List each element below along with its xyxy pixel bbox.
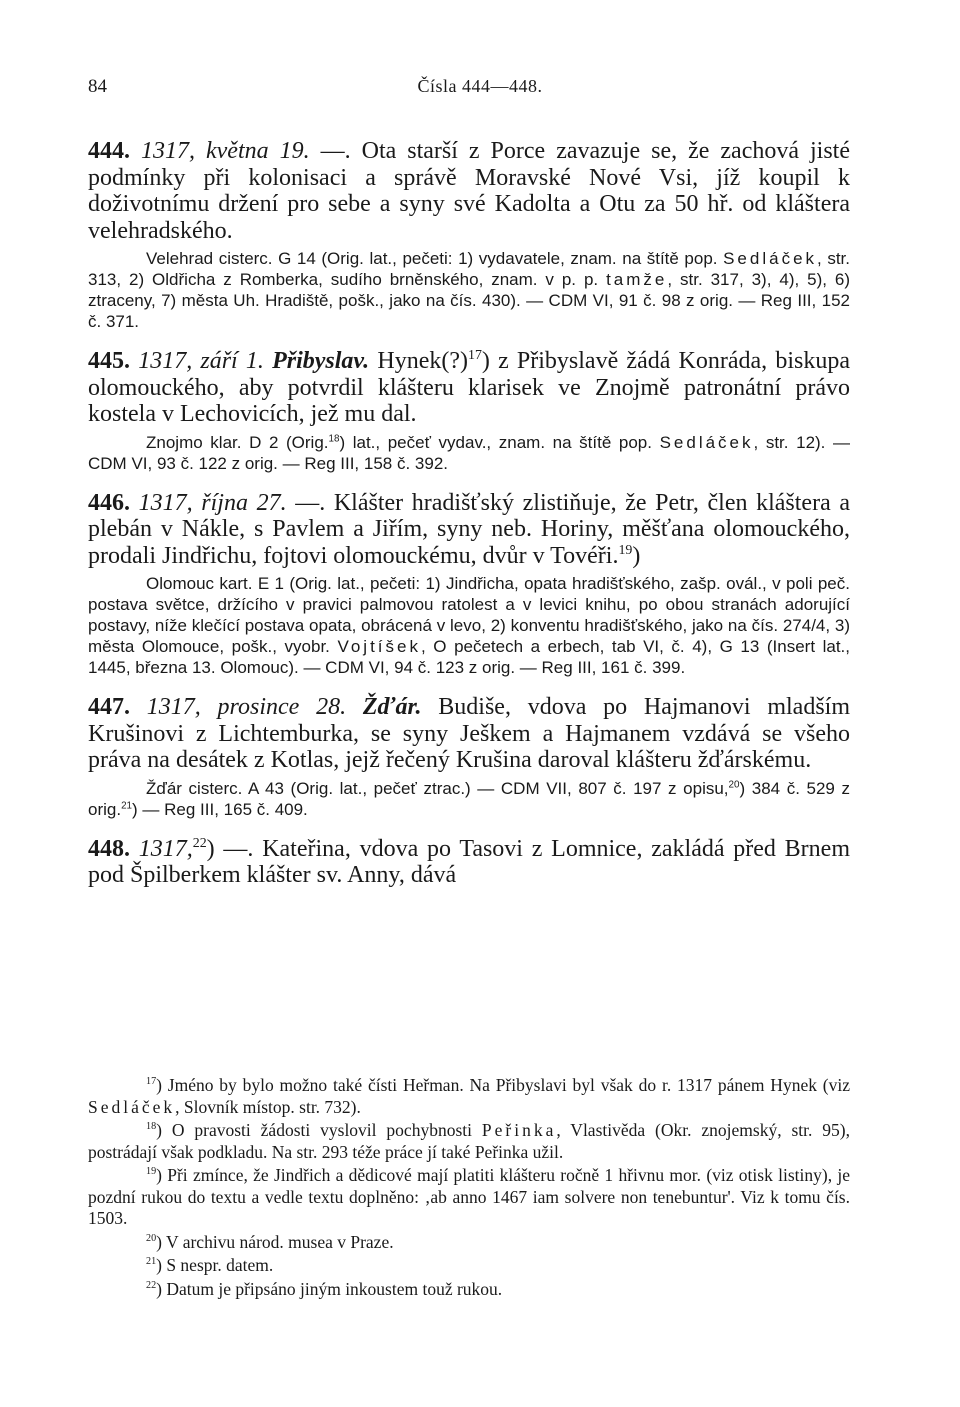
- footnote-ref: 22: [192, 835, 207, 851]
- footnote-text: ) Datum je připsáno jiným inkoustem touž rukou.: [156, 1278, 503, 1299]
- footnote-21: [88, 1255, 850, 1277]
- entry-place: Žďár.: [362, 694, 422, 720]
- entry-date: 1317, prosince 28.: [146, 694, 347, 720]
- entry-text: ) z Přibyslavě žádá Konráda, biskupa olomouckého, aby potvrdil klášteru klarisek ve Znojmě patronátní právo kostela v Lechovicích, jež mu dal.: [88, 348, 851, 427]
- footnote-number: 22: [146, 1279, 157, 1291]
- source-text: , O pečetech a erbech, tab VI, č. 4), G 13 (Insert lat., 1445, března 13. Olomouc). — CDM VI, 94 č. 123 z orig. — Reg III, 161 č. 399.: [88, 637, 850, 677]
- entry-446: [88, 490, 850, 570]
- entry-number: 444.: [88, 138, 130, 164]
- entry-source: [88, 778, 850, 820]
- footnote-number: 18: [146, 1121, 157, 1133]
- footnote-17: [88, 1075, 850, 1118]
- footnote-number: 19: [146, 1166, 157, 1178]
- footnote-text: ) O pravosti žádosti vyslovil pochybnosti: [156, 1120, 482, 1140]
- source-text: ) lat., pečeť vydav., znam. na štítě pop.: [339, 432, 660, 452]
- footnote-text: ) Jméno by bylo možno také čísti Heřman. Na Přibyslavi byl však do r. 1317 pánem Hynek (viz: [156, 1075, 850, 1095]
- entry-text: —. Klášter hradišťský zlistiňuje, že Petr, člen kláštera a plebán v Nákle, s Pavlem a Jiřím, syny neb. Horiny, měšťana olomouckého, prodali Jindřichu, fojtovi olomouckému, dvůr v Tovéři.: [88, 489, 851, 569]
- footnote-18: [88, 1120, 850, 1163]
- entry-date: 1317, září 1.: [138, 348, 264, 374]
- footnote-ref: 18: [328, 432, 340, 444]
- footnote-ref: 19: [618, 542, 633, 558]
- entry-text: Budiše, vdova po Hajmanovi mladším Krušinovi z Lichtemburka, se syny Ješkem a Hajmanem vzdává se všeho práva na desátek z Kotlas, jejž řečený Krušina daroval klášteru žďárskému.: [88, 694, 851, 773]
- running-head: [0, 76, 960, 102]
- spaced-name: Vojtíšek: [337, 637, 421, 656]
- entry-date: 1317,: [138, 835, 193, 862]
- entry-text: Hynek(?): [369, 348, 468, 374]
- entry-444: [88, 138, 850, 244]
- entry-448: [88, 836, 850, 889]
- entry-number: 447.: [88, 694, 130, 720]
- page-title: Čísla 444—448.: [417, 76, 543, 96]
- source-text: , str. 12). — CDM VI, 93 č. 122 z orig. — Reg III, 158 č. 392.: [88, 432, 851, 473]
- footnotes: [88, 1075, 850, 1302]
- entry-445: [88, 348, 850, 428]
- entry-number: 445.: [88, 348, 130, 374]
- entry-source: [88, 573, 850, 678]
- footnote-number: 20: [146, 1232, 157, 1244]
- main-content: [88, 138, 850, 889]
- entry-text: ): [632, 542, 641, 569]
- spaced-name: Sedláček: [723, 249, 818, 268]
- spaced-name: Sedláček: [659, 432, 754, 452]
- footnote-ref: 21: [121, 799, 133, 811]
- entry-number: 446.: [88, 489, 130, 516]
- footnote-text: ) V archivu národ. musea v Praze.: [156, 1231, 394, 1252]
- footnote-20: [88, 1232, 850, 1254]
- footnote-text: ) Při zmínce, že Jindřich a dědicové mají platiti klášteru ročně 1 hřivnu mor. (viz otisk listiny), je pozdní rukou do textu a vedle textu doplněno: ‚ab anno 1467 iam solvere non tenebuntur'. Viz k tomu čís. 1503.: [88, 1165, 850, 1228]
- footnote-text: , Slovník místop. str. 732).: [175, 1096, 361, 1117]
- entry-date: 1317, října 27.: [138, 489, 287, 516]
- footnote-19: [88, 1165, 850, 1230]
- entry-447: [88, 694, 850, 774]
- spaced-word: tamže: [606, 270, 668, 289]
- footnote-ref: 17: [468, 348, 482, 363]
- entry-number: 448.: [88, 835, 130, 862]
- footnote-number: 17: [146, 1076, 157, 1088]
- footnote-text: ) S nespr. datem.: [156, 1255, 274, 1275]
- entry-date: 1317, května 19.: [141, 138, 310, 164]
- source-text: ) — Reg III, 165 č. 409.: [132, 799, 308, 819]
- footnote-number: 21: [146, 1256, 157, 1268]
- entry-source: [88, 432, 850, 474]
- spaced-name: Sedláček: [88, 1096, 176, 1117]
- entry-source: [88, 248, 850, 332]
- spaced-name: Peřinka: [481, 1120, 557, 1140]
- source-text: Velehrad cisterc. G 14 (Orig. lat., pečeti: 1) vydavatele, znam. na štítě pop.: [146, 249, 724, 268]
- source-text: Olomouc kart. E 1 (Orig. lat., pečeti: 1) Jindřicha, opata hradišťského, zašp. ovál., v poli peč. postava světce, držícího v pravici palmovou ratolest a v levici knihu, po obou stranách adorující postavy, níže klečící postava opata, obrácená v levo, 2) konventu hradišťského, jako na čís. 274/4, 3) města Olomouce, pošk., vyobr.: [88, 574, 850, 656]
- source-text: , str. 317, 3), 4), 5), 6) ztraceny, 7) města Uh. Hradiště, pošk., jako na čís. 430). — CDM VI, 91 č. 98 z orig. — Reg III, 152 č. 371.: [88, 270, 851, 331]
- entry-text: ) —. Kateřina, vdova po Tasovi z Lomnice, zakládá před Brnem pod Špilberkem klášter sv. Anny, dává: [88, 835, 850, 888]
- page-number: 84: [88, 76, 107, 97]
- entry-place: Přibyslav.: [272, 348, 370, 374]
- source-text: ) 384 č. 529 z orig.: [88, 778, 850, 819]
- source-text: , str. 313, 2) Oldřicha z Romberka, sudího brněnského, znam. v p. p.: [88, 249, 850, 289]
- source-text: Žďár cisterc. A 43 (Orig. lat., pečeť ztrac.) — CDM VII, 807 č. 197 z opisu,: [146, 778, 729, 798]
- footnote-22: [88, 1279, 850, 1301]
- source-text: Znojmo klar. D 2 (Orig.: [146, 432, 329, 452]
- footnote-ref: 20: [728, 778, 740, 790]
- footnote-text: , Vlastivěda (Okr. znojemský, str. 95), postrádají však podkladu. Na str. 293 téže práce jí také Peřinka užil.: [88, 1120, 850, 1162]
- entry-text: —. Ota starší z Porce zavazuje se, že zachová jisté podmínky při kolonisaci a správě Moravské Nové Vsi, jíž koupil k doživotnímu držení pro sebe a syny své Kadolta a Otu za 50 hř. od kláštera velehradského.: [88, 138, 851, 244]
